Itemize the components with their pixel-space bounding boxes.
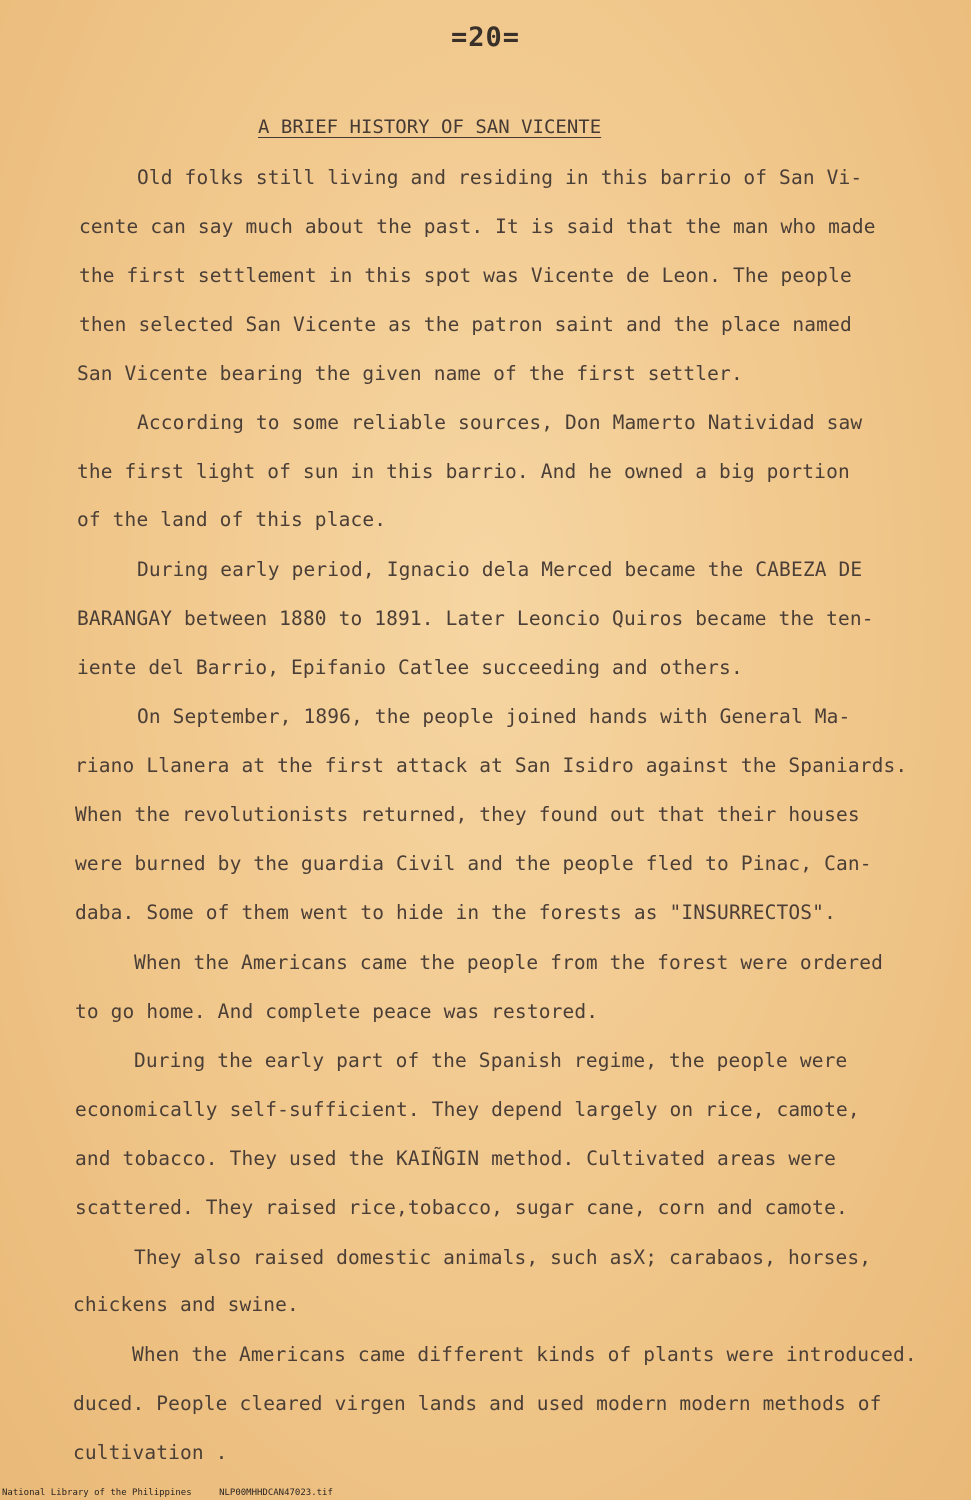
text-line: duced. People cleared virgen lands and used modern modern methods of bbox=[73, 1392, 882, 1415]
text-line: iente del Barrio, Epifanio Catlee succeeding and others. bbox=[77, 656, 743, 679]
text-line: of the land of this place. bbox=[77, 508, 387, 531]
text-line: daba. Some of them went to hide in the forests as "INSURRECTOS". bbox=[75, 901, 836, 924]
text-line: and tobacco. They used the KAIÑGIN method. Cultivated areas were bbox=[75, 1147, 836, 1170]
text-line: During early period, Ignacio dela Merced became the CABEZA DE bbox=[137, 558, 863, 581]
text-line: According to some reliable sources, Don Mamerto Natividad saw bbox=[137, 411, 863, 434]
document-title: A BRIEF HISTORY OF SAN VICENTE bbox=[258, 116, 602, 138]
text-line: When the revolutionists returned, they found out that their houses bbox=[75, 803, 860, 826]
text-line: the first light of sun in this barrio. And he owned a big portion bbox=[77, 460, 850, 483]
text-line: were burned by the guardia Civil and the people fled to Pinac, Can- bbox=[75, 852, 872, 875]
text-line: scattered. They raised rice,tobacco, sugar cane, corn and camote. bbox=[75, 1196, 848, 1219]
footer-library: National Library of the Philippines bbox=[2, 1488, 192, 1498]
text-line: When the Americans came the people from the forest were ordered bbox=[134, 951, 884, 974]
text-line: then selected San Vicente as the patron saint and the place named bbox=[79, 313, 852, 336]
text-line: cente can say much about the past. It is said that the man who made bbox=[79, 215, 876, 238]
text-line: cultivation . bbox=[73, 1441, 228, 1464]
text-line: chickens and swine. bbox=[73, 1293, 299, 1316]
text-line: Old folks still living and residing in this barrio of San Vi- bbox=[137, 166, 863, 189]
page-number: =20= bbox=[450, 22, 521, 53]
text-line: the first settlement in this spot was Vicente de Leon. The people bbox=[79, 264, 852, 287]
text-line: San Vicente bearing the given name of the first settler. bbox=[77, 362, 743, 385]
text-line: On September, 1896, the people joined hands with General Ma- bbox=[137, 705, 851, 728]
text-line: economically self-sufficient. They depend largely on rice, camote, bbox=[75, 1098, 860, 1121]
footer-filename: NLP00MHHDCAN47023.tif bbox=[219, 1488, 333, 1498]
text-line: to go home. And complete peace was restored. bbox=[75, 1000, 599, 1023]
text-line: During the early part of the Spanish regime, the people were bbox=[134, 1049, 848, 1072]
text-line: They also raised domestic animals, such asX; carabaos, horses, bbox=[134, 1246, 872, 1269]
text-line: When the Americans came different kinds of plants were introduced. bbox=[132, 1343, 917, 1366]
footer bbox=[2, 1488, 355, 1498]
text-line: riano Llanera at the first attack at San Isidro against the Spaniards. bbox=[75, 754, 908, 777]
text-line: BARANGAY between 1880 to 1891. Later Leoncio Quiros became the ten- bbox=[77, 607, 874, 630]
